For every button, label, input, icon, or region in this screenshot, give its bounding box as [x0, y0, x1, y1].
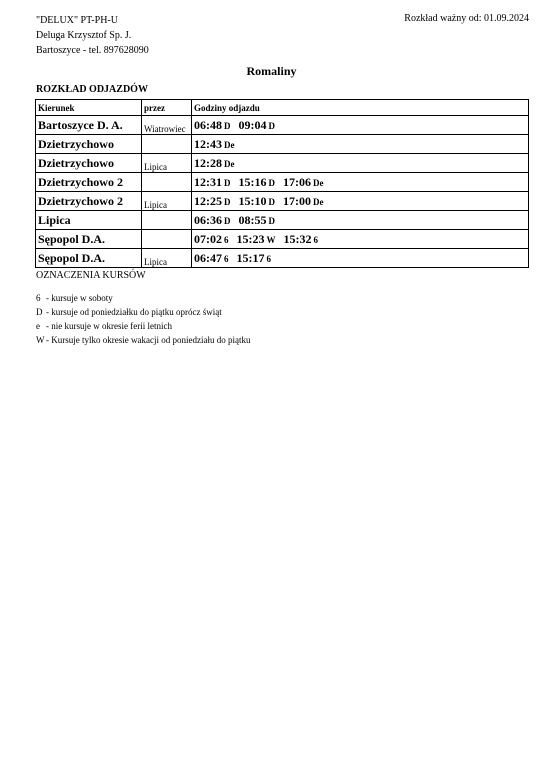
departure-time: 15:10 [238, 193, 267, 208]
departure [239, 118, 276, 133]
legend-text: - nie kursuje w okresie ferii letnich [46, 321, 172, 331]
departure-times-cell [192, 116, 529, 135]
departure-times-cell [192, 230, 529, 249]
departure-mark: De [224, 139, 235, 150]
direction-cell: Dzietrzychowo [36, 135, 142, 154]
header-times: Godziny odjazdu [192, 100, 529, 116]
via-cell [142, 116, 192, 135]
departure-time: 09:04 [238, 117, 267, 132]
departure [239, 213, 276, 228]
departure-time: 15:23 [236, 231, 265, 246]
departure-time: 15:17 [236, 250, 265, 265]
via-label: Lipica [144, 257, 167, 267]
departure-mark: W [266, 234, 276, 245]
departure-mark: De [313, 177, 324, 188]
departures-table [35, 99, 529, 268]
departure [283, 194, 324, 209]
departure-time: 08:55 [238, 212, 267, 227]
via-cell [142, 173, 192, 192]
table-row [36, 230, 529, 249]
departure-times-cell [192, 192, 529, 211]
operator-contact: Bartoszyce - tel. 897628090 [36, 45, 149, 56]
via-cell [142, 135, 192, 154]
legend-item [36, 319, 250, 333]
departure [237, 232, 276, 247]
departure-mark: De [224, 158, 235, 169]
direction-cell: Sępopol D.A. [36, 230, 142, 249]
departure-mark: 6 [224, 253, 229, 264]
departure-time: 06:47 [194, 250, 222, 265]
departure [284, 232, 319, 247]
departure-mark: D [268, 177, 275, 188]
via-label: Lipica [144, 162, 167, 172]
departure-time: 12:28 [194, 155, 222, 170]
section-title: ROZKŁAD ODJAZDÓW [36, 84, 148, 95]
departure-mark: D [224, 196, 231, 207]
header-direction: Kierunek [36, 100, 142, 116]
departure [194, 118, 231, 133]
legend-text: - kursuje od poniedziałku do piątku oprócz świąt [46, 307, 222, 317]
legend-text: - Kursuje tylko okresie wakacji od poniedziału do piątku [46, 335, 251, 345]
departure [194, 232, 229, 247]
legend-symbol: e [36, 321, 40, 331]
departure-time: 12:31 [194, 174, 222, 189]
legend [36, 291, 250, 347]
legend-item [36, 333, 250, 347]
departure [194, 251, 229, 266]
legend-title: OZNACZENIA KURSÓW [36, 270, 146, 281]
departure-mark: 6 [224, 234, 229, 245]
departure-mark: D [224, 120, 231, 131]
direction-cell: Lipica [36, 211, 142, 230]
table-row [36, 249, 529, 268]
departure-time: 12:43 [194, 136, 222, 151]
table-header-row [36, 100, 529, 116]
table-row [36, 116, 529, 135]
table-row [36, 154, 529, 173]
departure-times-cell [192, 173, 529, 192]
departure-time: 06:48 [194, 117, 222, 132]
departure [283, 175, 324, 190]
departure [194, 137, 235, 152]
via-label: Lipica [144, 200, 167, 210]
departure [239, 175, 276, 190]
legend-item [36, 291, 250, 305]
departure-time: 06:36 [194, 212, 222, 227]
via-cell [142, 211, 192, 230]
departure [194, 194, 231, 209]
table-row [36, 211, 529, 230]
legend-text: - kursuje w soboty [46, 293, 113, 303]
direction-cell: Dzietrzychowo [36, 154, 142, 173]
table-row [36, 135, 529, 154]
stop-name: Romaliny [246, 64, 297, 78]
valid-from-date: Rozkład ważny od: 01.09.2024 [404, 13, 529, 24]
departure-time: 17:06 [283, 174, 311, 189]
operator-company: Deluga Krzysztof Sp. J. [36, 30, 132, 41]
operator-info [36, 13, 149, 58]
departure-times-cell [192, 154, 529, 173]
departure-mark: 6 [266, 253, 271, 264]
departure-mark: D [224, 215, 231, 226]
via-cell [142, 154, 192, 173]
direction-cell: Bartoszyce D. A. [36, 116, 142, 135]
direction-cell: Sępopol D.A. [36, 249, 142, 268]
header-via: przez [142, 100, 192, 116]
legend-item [36, 305, 250, 319]
departure-times-cell [192, 249, 529, 268]
legend-symbol: D [36, 307, 43, 317]
departure-mark: D [224, 177, 231, 188]
departure-mark: 6 [313, 234, 318, 245]
departure-time: 17:00 [283, 193, 311, 208]
departure-time: 12:25 [194, 193, 222, 208]
departure-time: 15:16 [238, 174, 267, 189]
departure-time: 15:32 [283, 231, 312, 246]
departure-mark: D [268, 196, 275, 207]
departure [194, 175, 231, 190]
legend-symbol: W [36, 335, 45, 345]
direction-cell: Dzietrzychowo 2 [36, 192, 142, 211]
departure [237, 251, 272, 266]
direction-cell: Dzietrzychowo 2 [36, 173, 142, 192]
departure-mark: De [313, 196, 324, 207]
departure [239, 194, 276, 209]
departure [194, 156, 235, 171]
via-cell [142, 249, 192, 268]
via-label: Wiatrowiec [144, 124, 186, 134]
table-row [36, 173, 529, 192]
departure-times-cell [192, 135, 529, 154]
departure-mark: D [268, 120, 275, 131]
departure-mark: D [268, 215, 275, 226]
via-cell [142, 192, 192, 211]
legend-symbol: 6 [36, 293, 41, 303]
departure-time: 07:02 [194, 231, 222, 246]
operator-name: "DELUX" PT-PH-U [36, 15, 118, 26]
departure-times-cell [192, 211, 529, 230]
table-row [36, 192, 529, 211]
departure [194, 213, 231, 228]
via-cell [142, 230, 192, 249]
